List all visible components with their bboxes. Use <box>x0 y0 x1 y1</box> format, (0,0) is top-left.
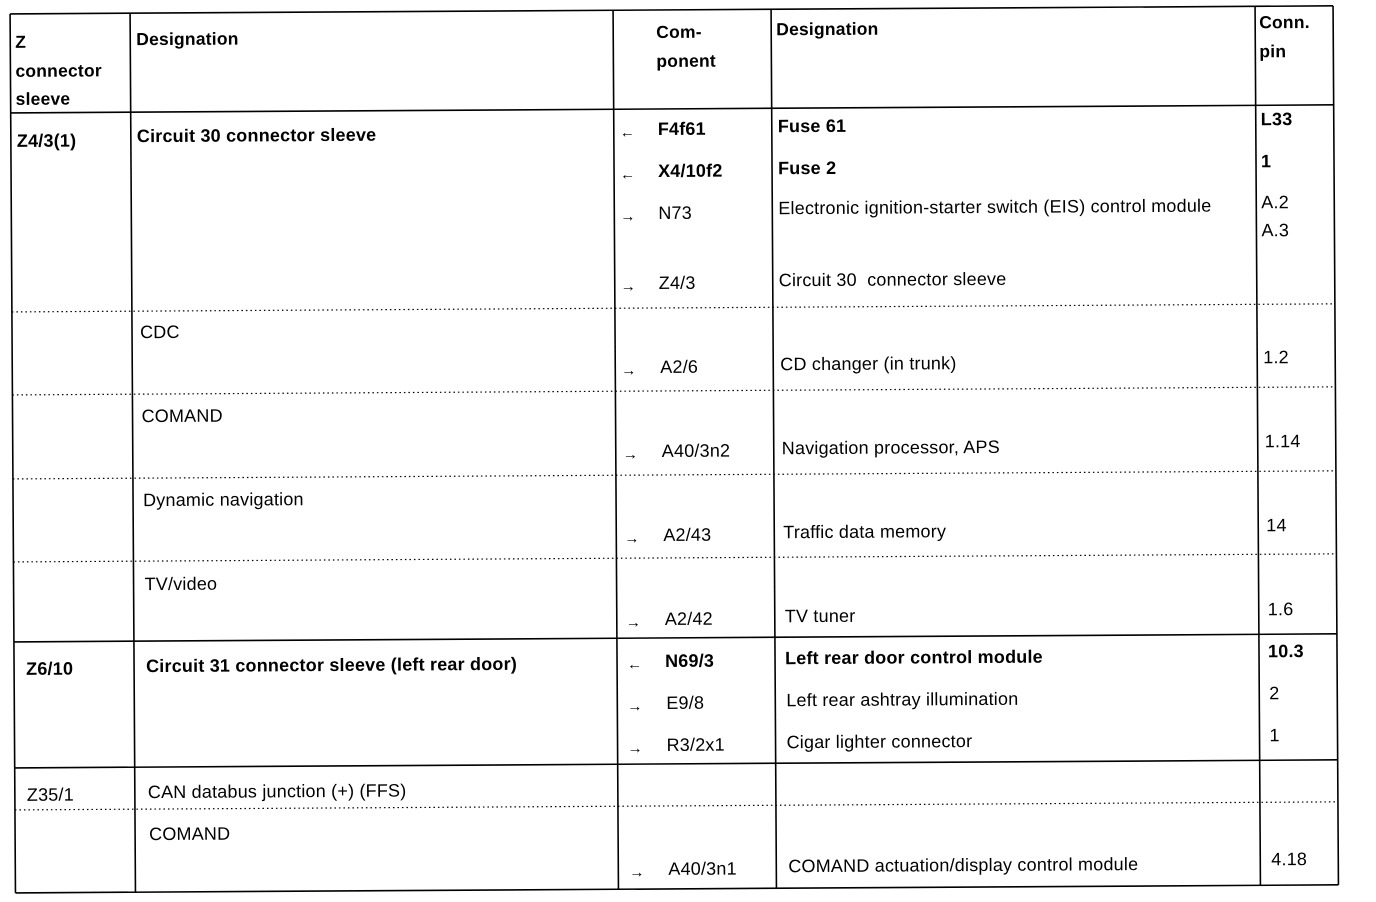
component-id: F4f61 <box>657 118 706 139</box>
component-designation: Cigar lighter connector <box>786 731 973 753</box>
component-id: X4/10f2 <box>657 160 723 181</box>
z-sleeve-id: Z35/1 <box>26 784 74 805</box>
conn-pin: 14 <box>1266 515 1287 536</box>
direction-arrow: → <box>621 362 637 380</box>
component-id: A40/3n1 <box>668 858 737 879</box>
header-component: Com- ponent <box>656 21 716 71</box>
z-sleeve-id: Z6/10 <box>26 658 74 679</box>
conn-pin: 1.6 <box>1267 599 1294 620</box>
conn-pin: A.2 A.3 <box>1261 192 1290 241</box>
conn-pin: 1.14 <box>1264 431 1301 452</box>
component-id: A2/6 <box>660 356 699 377</box>
component-designation: Electronic ignition-starter switch (EIS) control module <box>778 195 1212 219</box>
component-designation: Left rear ashtray illumination <box>786 688 1019 711</box>
component-id: A2/42 <box>664 608 713 629</box>
conn-pin: 1.2 <box>1263 347 1289 368</box>
direction-arrow: → <box>620 278 636 296</box>
section-designation: Circuit 31 connector sleeve (left rear door) <box>146 653 518 677</box>
conn-pin: 10.3 <box>1267 641 1304 662</box>
section-designation: Dynamic navigation <box>142 489 304 511</box>
component-id: N73 <box>658 202 692 223</box>
conn-pin: L33 <box>1260 109 1293 130</box>
direction-arrow: ← <box>619 124 635 142</box>
component-designation: Left rear door control module <box>784 646 1043 669</box>
direction-arrow: → <box>620 208 636 226</box>
section-designation: TV/video <box>144 573 218 595</box>
header-designation-left: Designation <box>136 28 239 50</box>
component-id: N69/3 <box>664 650 715 671</box>
component-id: A40/3n2 <box>661 440 731 461</box>
section-designation: Circuit 30 connector sleeve <box>136 124 377 147</box>
component-id: A2/43 <box>663 524 712 545</box>
conn-pin: 1 <box>1269 725 1280 746</box>
component-designation: TV tuner <box>784 605 856 627</box>
direction-arrow: ← <box>627 656 643 674</box>
conn-pin: 4.18 <box>1271 849 1308 870</box>
component-id: E9/8 <box>666 692 705 713</box>
component-designation: Navigation processor, APS <box>781 436 1000 459</box>
header-conn-pin: Conn. pin <box>1259 11 1310 61</box>
conn-pin: 2 <box>1269 683 1280 704</box>
component-designation: Traffic data memory <box>783 521 947 543</box>
direction-arrow: → <box>629 864 645 882</box>
direction-arrow: → <box>627 698 643 716</box>
direction-arrow: → <box>624 530 640 548</box>
section-designation: CDC <box>139 321 180 343</box>
component-id: Z4/3 <box>658 272 696 293</box>
conn-pin: 1 <box>1260 151 1272 172</box>
direction-arrow: → <box>627 740 643 758</box>
component-designation: COMAND actuation/display control module <box>788 854 1139 877</box>
component-designation: CD changer (in trunk) <box>780 353 957 375</box>
section-designation: COMAND <box>149 823 231 845</box>
component-id: R3/2x1 <box>666 734 725 755</box>
direction-arrow: ← <box>620 166 636 184</box>
direction-arrow: → <box>622 446 638 464</box>
header-designation-right: Designation <box>776 18 879 40</box>
z-sleeve-id: Z4/3(1) <box>16 130 77 151</box>
component-designation: Circuit 30 connector sleeve <box>778 268 1007 291</box>
direction-arrow: → <box>625 614 641 632</box>
section-designation: CAN databus junction (+) (FFS) <box>147 780 407 803</box>
component-designation: Fuse 2 <box>777 157 837 179</box>
header-z-connector-sleeve: Z connector sleeve <box>15 31 102 109</box>
component-designation: Fuse 61 <box>777 115 847 137</box>
section-designation: COMAND <box>141 405 223 427</box>
